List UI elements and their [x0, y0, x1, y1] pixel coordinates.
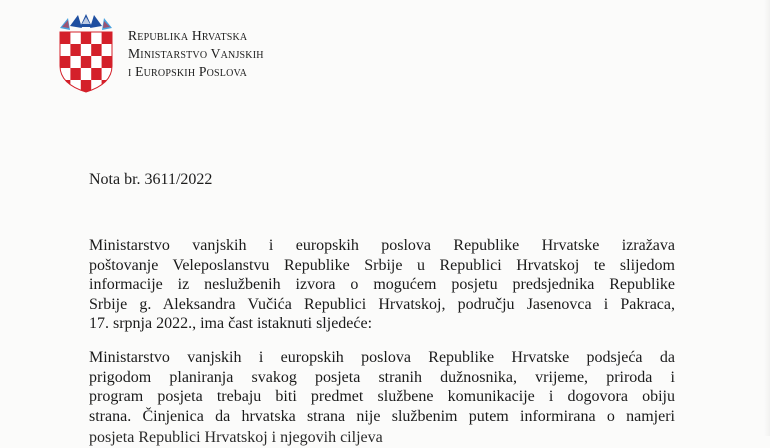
paragraph-line: Ministarstvo vanjskih i europskih poslova Republike Hrvatske podsjeća da: [89, 349, 675, 366]
croatian-coat-of-arms-icon: [56, 14, 116, 92]
paragraph-line: Ministarstvo vanjskih i europskih poslova Republike Hrvatske izražava: [89, 237, 675, 254]
paragraph-line: poštovanje Veleposlanstvu Republike Srbije u Republici Hrvatskoj te slijedom: [89, 256, 675, 274]
paragraph-line: Srbije g. Aleksandra Vučića Republici Hrvatskoj, području Jasenovca i Pakraca,: [89, 295, 675, 313]
paragraph-line: prigodom planiranja svakog posjeta stranih dužnosnika, vrijeme, priroda i: [89, 368, 675, 386]
scan-edge: [764, 0, 770, 436]
letterhead: [128, 27, 264, 81]
paragraph-line: strana. Činjenica da hrvatska strana nije službenim putem informirana o namjeri: [89, 407, 675, 425]
letterhead-ministry-cont: i Europskih Poslova: [128, 64, 248, 79]
paragraph-line-cutoff: posjeta Republici Hrvatskoj i njegovih ciljeva: [89, 429, 383, 446]
note-number: Nota br. 3611/2022: [89, 171, 213, 188]
paragraph-1: [89, 236, 675, 334]
paragraph-line: program posjeta trebaju biti predmet službene komunikacije i dogovora obiju: [89, 388, 675, 405]
paragraph-line: informacije iz neslužbenih izvora o mogućem posjetu predsjednika Republike: [89, 276, 675, 293]
paragraph-2: [89, 348, 675, 426]
letterhead-ministry: Ministarstvo Vanjskih: [128, 46, 264, 61]
paragraph-line: 17. srpnja 2022., ima čast istaknuti sljedeće:: [89, 315, 373, 332]
letterhead-country: Republika Hrvatska: [128, 28, 248, 43]
